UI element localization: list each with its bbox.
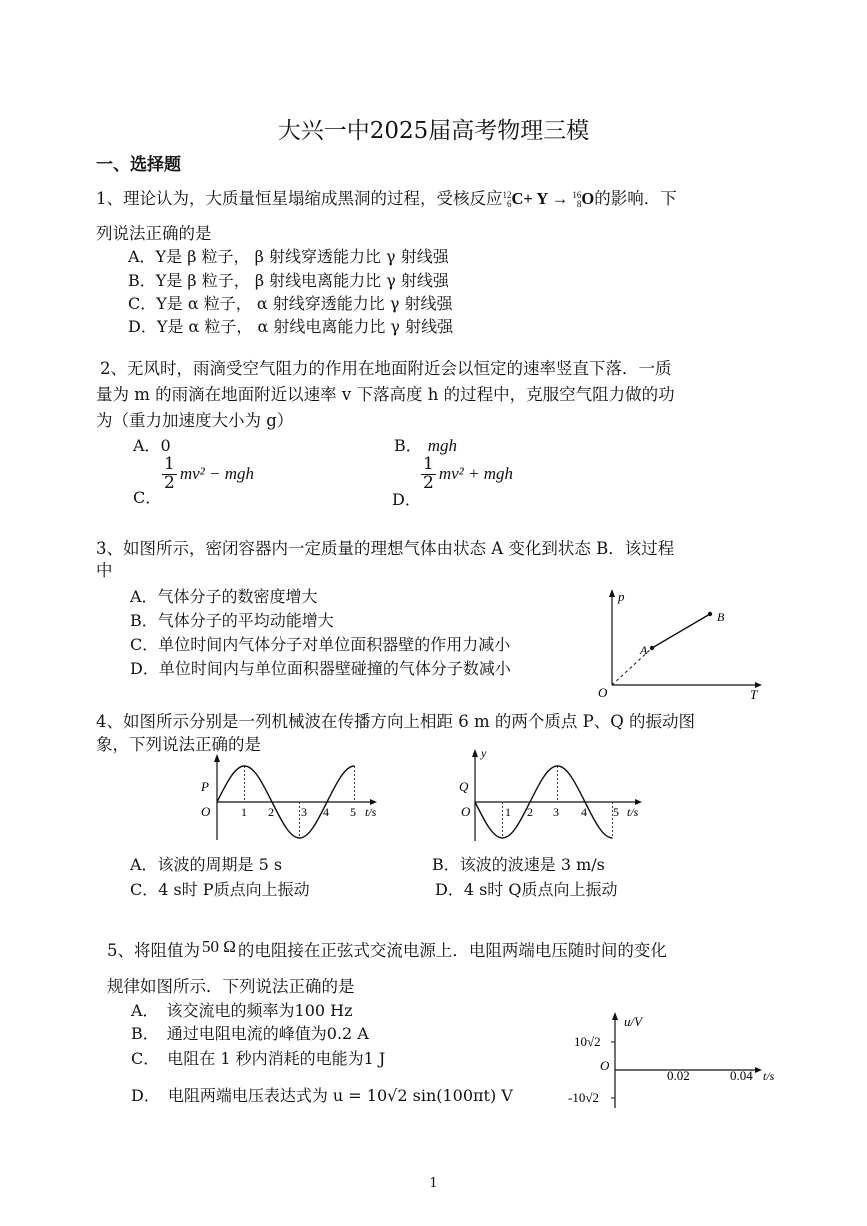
tick-label: 4 <box>323 805 329 819</box>
fraction-denominator: 2 <box>164 472 175 493</box>
q3-option-a: A．气体分子的数密度增大 <box>130 587 318 606</box>
origin-label: O <box>600 1058 610 1073</box>
c-symbol: C <box>511 189 524 208</box>
q1-reaction <box>503 189 595 208</box>
y-axis-label: y <box>481 746 487 760</box>
origin-label: O <box>201 804 211 819</box>
q4-option-a: A．该波的周期是 5 s <box>130 855 283 874</box>
t-axis-label: T <box>750 687 758 700</box>
point-b-label: B <box>717 610 725 624</box>
u-axis-label: u/V <box>624 1014 643 1029</box>
q5-option-d: D． 电阻两端电压表达式为 u = 10√2 sin(100πt) V <box>131 1086 513 1105</box>
q2-option-a: A．0 <box>133 436 171 455</box>
p-label: P <box>201 779 209 794</box>
tick-label: 2 <box>268 805 274 819</box>
q2-option-c-label: C． <box>133 488 162 507</box>
q4-p-vibration-graph <box>195 752 385 842</box>
tick-label: 1 <box>505 805 511 819</box>
y-max-label: 10√2 <box>574 1034 601 1049</box>
y-axis-arrow <box>472 749 478 757</box>
q-label: Q <box>459 779 469 794</box>
fraction-numerator: 1 <box>164 454 175 474</box>
q2-stem-line2: 量为 m 的雨滴在地面附近以速率 v 下落高度 h 的过程中，克服空气阻力做的功 <box>96 385 675 404</box>
u-axis-arrow <box>612 1012 618 1020</box>
o-atomic-number: 8 <box>576 199 582 210</box>
p-axis-arrow <box>609 589 615 597</box>
q4-option-d: D．4 s时 Q质点向上振动 <box>435 880 618 899</box>
q3-option-b: B．气体分子的平均动能增大 <box>130 611 334 630</box>
tick-label: 3 <box>553 805 559 819</box>
q2-stem-line3: 为（重力加速度大小为 g） <box>96 411 294 430</box>
c-mass-number: 12 <box>502 190 512 201</box>
reaction-plus-y: + Y → <box>523 189 573 208</box>
section-heading: 一、选择题 <box>96 155 181 175</box>
q5-option-a: A． 该交流电的频率为100 Hz <box>131 1001 353 1020</box>
origin-label: O <box>461 804 471 819</box>
q1-stem-a: 1、理论认为，大质量恒星塌缩成黑洞的过程，受核反应 <box>96 189 503 208</box>
q5-stem-line2: 规律如图所示．下列说法正确的是 <box>107 977 355 996</box>
q5-stem-line1 <box>107 937 667 961</box>
fraction-numerator: 1 <box>423 454 434 474</box>
q1-option-b: B．Y是 β 粒子， β 射线电离能力比 γ 射线强 <box>128 271 449 290</box>
tick-label: 2 <box>527 805 533 819</box>
tick-label: 4 <box>581 805 587 819</box>
resistance-value: 50 Ω <box>202 937 236 956</box>
q1-option-d: D．Y是 α 粒子， α 射线电离能力比 γ 射线强 <box>128 317 454 336</box>
q3-option-c: C．单位时间内气体分子对单位面积器壁的作用力减小 <box>130 635 511 654</box>
point-b-dot <box>708 612 712 616</box>
point-a-label: A <box>640 643 648 657</box>
q2-option-d-expr <box>421 456 513 493</box>
q2-option-d-label: D． <box>392 490 421 509</box>
q2-option-b-label: B． <box>394 436 422 455</box>
t-unit-label: t/s <box>627 805 639 819</box>
origin-label: O <box>598 685 608 700</box>
t-unit-label: t/s <box>763 1069 775 1083</box>
q4-option-c: C．4 s时 P质点向上振动 <box>130 880 310 899</box>
q5-stem-b: 的电阻接在正弦式交流电源上．电阻两端电压随时间的变化 <box>237 941 667 960</box>
q5-voltage-graph <box>560 1006 785 1111</box>
q5-option-c: C． 电阻在 1 秒内消耗的电能为1 J <box>131 1049 386 1068</box>
t-unit-label: t/s <box>365 805 377 819</box>
q5-option-b: B． 通过电阻电流的峰值为0.2 A <box>131 1024 369 1043</box>
q2-option-b <box>394 433 457 456</box>
q2-stem-line1: 2、无风时，雨滴受空气阻力的作用在地面附近会以恒定的速率竖直下落．一质 <box>100 359 672 378</box>
tick-label: 5 <box>613 805 619 819</box>
q1-stem-b: 的影响．下 <box>594 189 677 208</box>
q4-option-b: B．该波的波速是 3 m/s <box>432 855 605 874</box>
q3-option-d: D．单位时间内与单位面积器壁碰撞的气体分子数减小 <box>130 659 511 678</box>
point-a-dot <box>650 646 654 650</box>
q3-pt-graph <box>590 585 765 700</box>
o-symbol: O <box>581 189 595 208</box>
q1-stem-line1 <box>96 185 677 209</box>
q2-option-d-rest: mv² + mgh <box>438 464 513 484</box>
q1-option-c: C．Y是 α 粒子， α 射线穿透能力比 γ 射线强 <box>128 294 453 313</box>
q4-stem-line1: 4、如图所示分别是一列机械波在传播方向上相距 6 m 的两个质点 P、Q 的振动图 <box>96 712 695 731</box>
tick-label: 3 <box>301 805 307 819</box>
c-atomic-number: 6 <box>507 199 512 210</box>
q2-option-c-rest: mv² − mgh <box>179 464 254 484</box>
fraction-denominator: 2 <box>423 472 434 493</box>
q2-option-b-value: mgh <box>427 436 458 455</box>
page-number: 1 <box>429 1176 438 1191</box>
process-line <box>652 614 710 648</box>
q2-option-c-expr <box>162 456 254 493</box>
q4-stem-line2: 象，下列说法正确的是 <box>96 735 261 754</box>
q5-stem-a: 5、将阻值为 <box>107 941 200 960</box>
t-axis-arrow <box>755 1067 762 1073</box>
y-min-label: -10√2 <box>568 1090 599 1105</box>
q1-option-a: A．Y是 β 粒子， β 射线穿透能力比 γ 射线强 <box>128 247 449 266</box>
q1-stem-line2: 列说法正确的是 <box>96 224 212 243</box>
half-fraction <box>162 456 177 493</box>
q4-q-vibration-graph <box>455 745 655 845</box>
page-title: 大兴一中2025届高考物理三模 <box>277 118 590 144</box>
y-axis-arrow <box>214 754 220 762</box>
half-fraction <box>421 456 436 493</box>
q3-stem-line1: 3、如图所示，密闭容器内一定质量的理想气体由状态 A 变化到状态 B．该过程 <box>96 539 675 558</box>
tick-label: 5 <box>350 805 356 819</box>
tick-label-0-02: 0.02 <box>667 1068 690 1083</box>
tick-label: 1 <box>241 805 247 819</box>
tick-label-0-04: 0.04 <box>730 1068 753 1083</box>
o-mass-number: 16 <box>572 190 582 201</box>
q3-stem-line2: 中 <box>96 561 113 580</box>
p-axis-label: p <box>618 589 625 604</box>
